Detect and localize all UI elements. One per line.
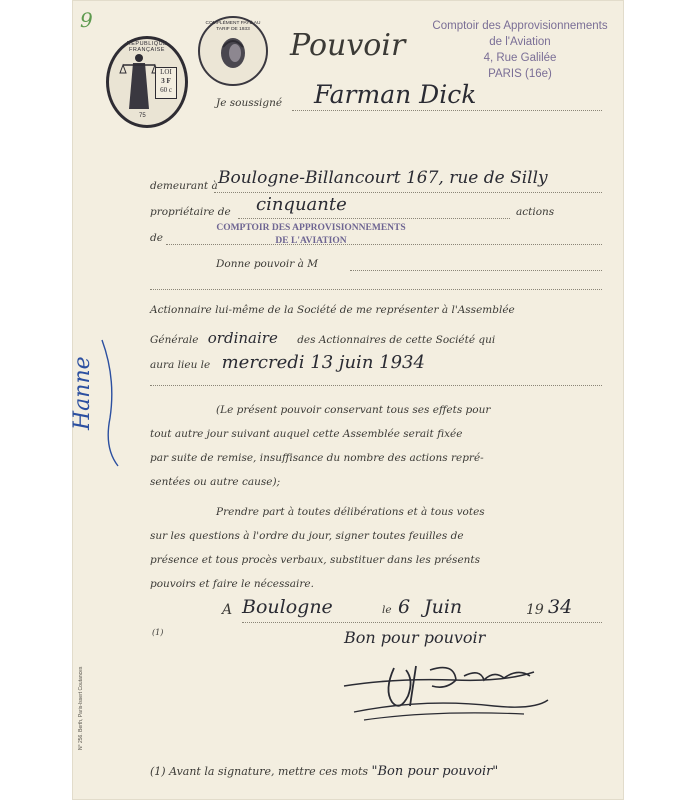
date-a-label: A [222,602,233,618]
date-day-value: 6 [398,596,411,618]
actions-label: actions [516,206,555,218]
footnote-quoted: "Bon pour pouvoir" [371,764,499,779]
para2-line2: tout autre jour suivant auquel cette Assemblée serait fixée [150,428,463,440]
de-company-stamp [206,222,416,248]
fiscal-stamp-seal [106,36,188,128]
date-year-prefix: 19 [526,602,544,618]
para3-line1: Prendre part à toutes délibérations et à tous votes [216,506,485,518]
seal-ring-text: RÉPUBLIQUE FRANÇAISE [126,41,168,53]
document-sheet [72,0,624,800]
demeurant-value: Boulogne-Billancourt 167, rue de Silly [218,168,548,188]
de-stamp-line1: COMPTOIR DES APPROVISIONNEMENTS [216,223,406,233]
para3-line4: pouvoirs et faire le nécessaire. [150,578,314,590]
de-stamp-line2: DE L'AVIATION [275,236,347,246]
tariff-seal-ring-text: COMPLÉMENT PAYÉ AU TARIF DE 1933 [205,21,261,32]
company-stamp [420,18,620,82]
footnote [150,764,498,779]
body-line2 [150,329,495,347]
date-year-value: 34 [548,596,573,618]
para3-line3: présence et tous procès verbaux, substituer dans les présents [150,554,481,566]
para3-line2: sur les questions à l'ordre du jour, signer toutes feuilles de [150,530,464,542]
company-stamp-line4: PARIS (16e) [488,68,552,80]
footnote-marker: (1) [152,628,164,637]
date-month-value: Juin [424,596,463,618]
para2-line1: (Le présent pouvoir conservant tous ses effets pour [216,404,491,416]
margin-signature: Hanne [70,356,95,430]
company-stamp-line3: 4, Rue Galilée [483,52,557,64]
printer-mark: N° 256. Berth, Paris-Issert Coutances [78,666,84,750]
para2-line3: par suite de remise, insuffisance du nombre des actions repré- [150,452,484,464]
proprietaire-label: propriétaire de [150,206,231,218]
soussigne-value: Farman Dick [314,80,477,109]
date-line [222,596,612,624]
body-line1: Actionnaire lui-même de la Société de me représenter à l'Assemblée [150,304,515,316]
company-stamp-line2: de l'Aviation [489,36,551,48]
margin-flourish-icon [98,338,122,468]
page-number-mark: 9 [80,8,93,32]
body-line3 [150,352,425,373]
meeting-date-value: mercredi 13 juin 1934 [221,352,425,373]
soussigne-label: Je soussigné [216,97,283,109]
body-line3-prefix: aura lieu le [150,359,211,371]
body-line2-suffix: des Actionnaires de cette Société qui [297,334,496,346]
seal-price-sub: 60 c [160,86,172,94]
de-label: de [150,232,163,244]
seal-tablet-text: LOI [160,68,172,76]
footnote-prefix: (1) Avant la signature, mettre ces mots [150,765,369,778]
seal-price-main: 3 F [161,77,171,85]
document-title: Pouvoir [290,28,406,63]
justice-figure-icon [119,51,159,113]
seal-tablet [155,67,177,99]
body-line2-prefix: Générale [150,334,199,346]
date-le-label: le [382,604,392,616]
company-stamp-line1: Comptoir des Approvisionnements [432,20,608,32]
seal-number: 75 [139,113,146,119]
donne-pouvoir-label: Donne pouvoir à M [216,258,318,270]
signature-icon [334,650,554,730]
para2-line4: sentées ou autre cause); [150,476,281,488]
marianne-head-icon [217,35,249,71]
date-place-value: Boulogne [242,596,333,618]
tariff-seal [198,16,268,86]
bon-pour-pouvoir-handwritten: Bon pour pouvoir [344,628,486,647]
assembly-type-value: ordinaire [207,329,278,347]
demeurant-label: demeurant à [150,180,218,192]
proprietaire-value: cinquante [256,194,347,215]
